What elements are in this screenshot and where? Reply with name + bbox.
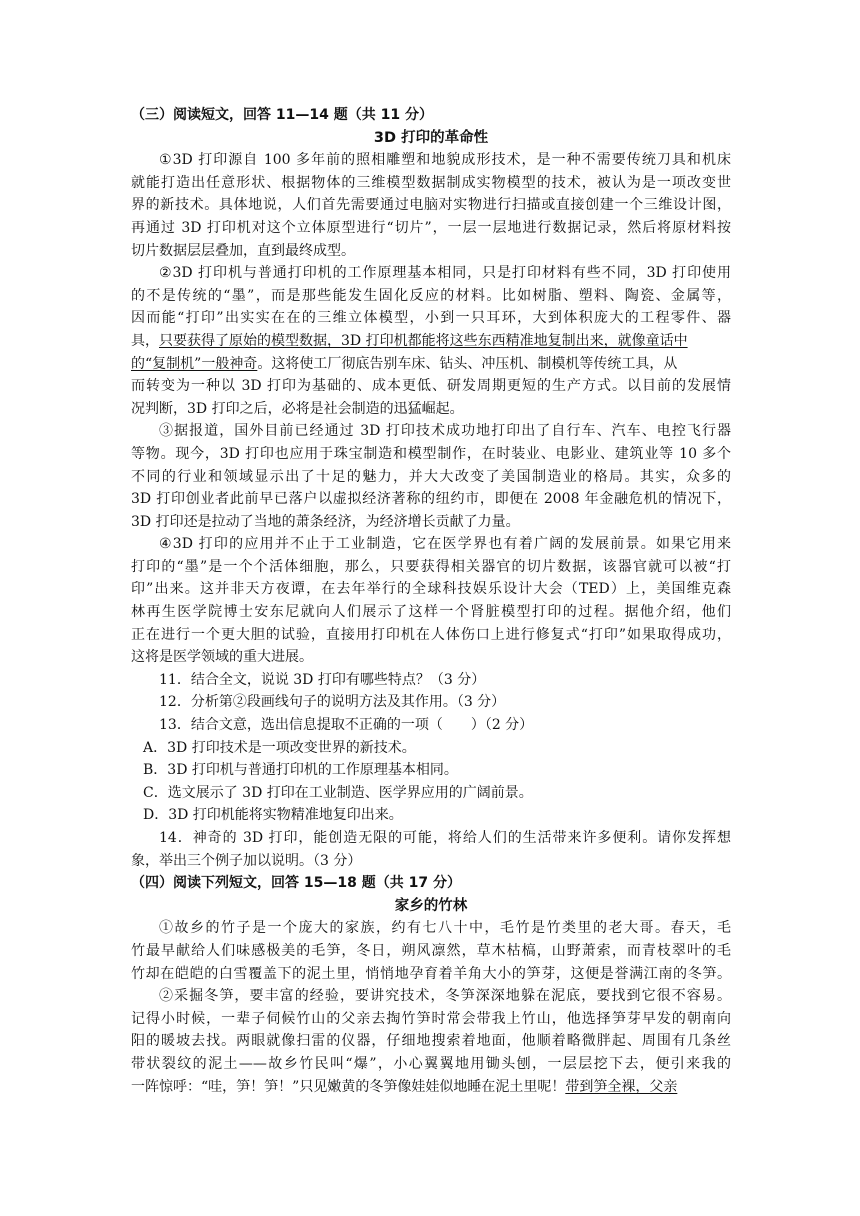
text-line: 竹最早献给人们味感极美的毛笋，冬日，朔风凛然，草木枯槁，山野萧索，而青枝翠叶的毛 — [131, 942, 731, 959]
text-line: 阳的暖坡去找。两眼就像扫雷的仪器，仔细地搜索着地面，他顺着略微胖起、周围有几条丝 — [131, 1033, 731, 1050]
text-line: 3D 打印还是拉动了当地的萧条经济，为经济增长贡献了力量。 — [131, 513, 520, 530]
article-title-bamboo: 家乡的竹林 — [394, 897, 468, 914]
text-line: 林再生医学院博士安东尼就向人们展示了这样一个肾脏模型打印的过程。据他介绍，他们 — [131, 604, 731, 621]
questions-block — [131, 669, 731, 872]
text-line: ①3D 打印源自 100 多年前的照相雕塑和地貌成形技术，是一种不需要传统刀具和机床 — [159, 152, 731, 169]
text-line: 记得小时候，一辈子伺候竹山的父亲去掏竹笋时常会带我上竹山，他选择笋芽早发的朝南向 — [131, 1010, 731, 1027]
text-line: 印”出来。这并非天方夜谭，在去年举行的全球科技娱乐设计大会（TED）上，美国维克森 — [131, 581, 731, 598]
question-14: 14．神奇的 3D 打印，能创造无限的可能，将给人们的生活带来许多便利。请你发挥想 — [159, 830, 731, 846]
text-line: 而转变为一种以 3D 打印为基础的、成本更低、研发周期更短的生产方式。以目前的发展情 — [131, 378, 731, 395]
text-line: 3D 打印创业者此前早已落户以虚拟经济著称的纽约市，即便在 2008 年金融危机的情况下， — [131, 491, 731, 508]
paragraph-2 — [131, 262, 731, 420]
text-line: 的不是传统的“墨”，而是那些能发生固化反应的材料。比如树脂、塑料、陶瓷、金属等， — [131, 287, 731, 304]
text-line: 就能打造出任意形状、根据物体的三维模型数据制成实物模型的技术，被认为是一项改变世 — [131, 174, 731, 191]
text-line: ④3D 打印的应用并不止于工业制造，它在医学界也有着广阔的发展前景。如果它用来 — [159, 536, 731, 553]
text-line: 况判断，3D 打印之后，必将是社会制造的迅猛崛起。 — [131, 400, 464, 417]
bamboo-paragraph-1 — [131, 917, 731, 985]
text-line: 正在进行一个更大胆的试验，直接用打印机在人体伤口上进行修复式“打印”如果取得成功， — [131, 626, 731, 643]
text-segment: 一阵惊呼：“哇，笋！笋！”只见嫩黄的冬笋像娃娃似地睡在泥土里呢！ — [131, 1078, 566, 1095]
text-segment: 。这将使工厂彻底告别车床、钻头、冲压机、制模机等传统工具，从 — [257, 355, 678, 372]
question-11: 11．结合全文，说说 3D 打印有哪些特点？（3 分） — [159, 671, 486, 688]
text-line: 打印的“墨”是一个个活体细胞，那么，只要获得相关器官的切片数据，该器官就可以被“打 — [131, 558, 731, 575]
article-title-3d: 3D 打印的革命性 — [373, 129, 489, 146]
text-line: 切片数据层层叠加，直到最终成型。 — [131, 242, 355, 259]
option-c: C．选文展示了 3D 打印在工业制造、医学界应用的广阔前景。 — [143, 784, 533, 801]
paragraph-3 — [131, 420, 731, 533]
text-line: 这将是医学领域的重大进展。 — [131, 649, 313, 666]
text-line: 因而能“打印”出实实在在的三维立体模型，小到一只耳环，大到体积庞大的工程零件、器 — [131, 310, 731, 327]
text-line: 再通过 3D 打印机对这个立体原型进行“切片”，一层一层地进行数据记录，然后将原材料按 — [131, 219, 731, 236]
underlined-sentence: 带到笋全裸，父亲 — [565, 1078, 678, 1095]
underlined-sentence: 只要获得了原始的模型数据，3D 打印机都能将这些东西精准地复制出来，就像童话中 — [159, 332, 688, 349]
question-14-cont: 象，举出三个例子加以说明。（3 分） — [131, 852, 362, 869]
text-line — [131, 353, 731, 376]
section4-heading: （四）阅读下列短文，回答 15—18 题（共 17 分） — [131, 875, 461, 892]
text-line: ②3D 打印机与普通打印机的工作原理基本相同，只是打印材料有些不同，3D 打印使用 — [159, 265, 731, 282]
paragraph-4 — [131, 533, 731, 669]
underlined-sentence-end: 的“复制机”一般神奇 — [131, 355, 258, 372]
option-b: B．3D 打印机与普通打印机的工作原理基本相同。 — [143, 762, 458, 779]
text-line: ③据报道，国外目前已经通过 3D 打印技术成功地打印出了自行车、汽车、电控飞行器 — [159, 423, 731, 440]
text-segment: 具， — [131, 332, 159, 349]
text-line: 界的新技术。具体地说，人们首先需要通过电脑对实物进行扫描或直接创建一个三维设计图， — [131, 197, 731, 214]
section3-heading: （三）阅读短文，回答 11—14 题（共 11 分） — [131, 107, 433, 123]
text-line: ①故乡的竹子是一个庞大的家族，约有七八十中，毛竹是竹类里的老大哥。春天，毛 — [159, 920, 731, 937]
option-d: D．3D 打印机能将实物精准地复印出来。 — [143, 807, 403, 824]
question-12: 12．分析第②段画线句子的说明方法及其作用。（3 分） — [159, 694, 506, 711]
text-line — [131, 330, 731, 353]
text-line: ②采掘冬笋，要丰富的经验，要讲究技术，冬笋深深地躲在泥底，要找到它很不容易。 — [159, 988, 731, 1005]
text-line: 等物。现今，3D 打印也应用于珠宝制造和模型制作，在时装业、电影业、建筑业等 10 多个 — [131, 445, 731, 462]
exam-page — [131, 104, 731, 1098]
bamboo-paragraph-2 — [131, 985, 731, 1098]
option-a: A．3D 打印技术是一项改变世界的新技术。 — [143, 739, 416, 756]
text-line — [131, 1076, 731, 1099]
text-line: 带状裂纹的泥土——故乡竹民叫“爆”，小心翼翼地用锄头刨，一层层挖下去，便引来我的 — [131, 1055, 731, 1072]
text-line: 不同的行业和领域显示出了十足的魅力，并大大改变了美国制造业的格局。其实，众多的 — [131, 468, 731, 485]
text-line: 竹却在皑皑的白雪覆盖下的泥土里，悄悄地孕育着羊角大小的笋芽，这便是誉满江南的冬笋。 — [131, 965, 731, 982]
paragraph-1 — [131, 149, 731, 262]
question-13: 13．结合文意，选出信息提取不正确的一项（ ）（2 分） — [159, 717, 534, 734]
